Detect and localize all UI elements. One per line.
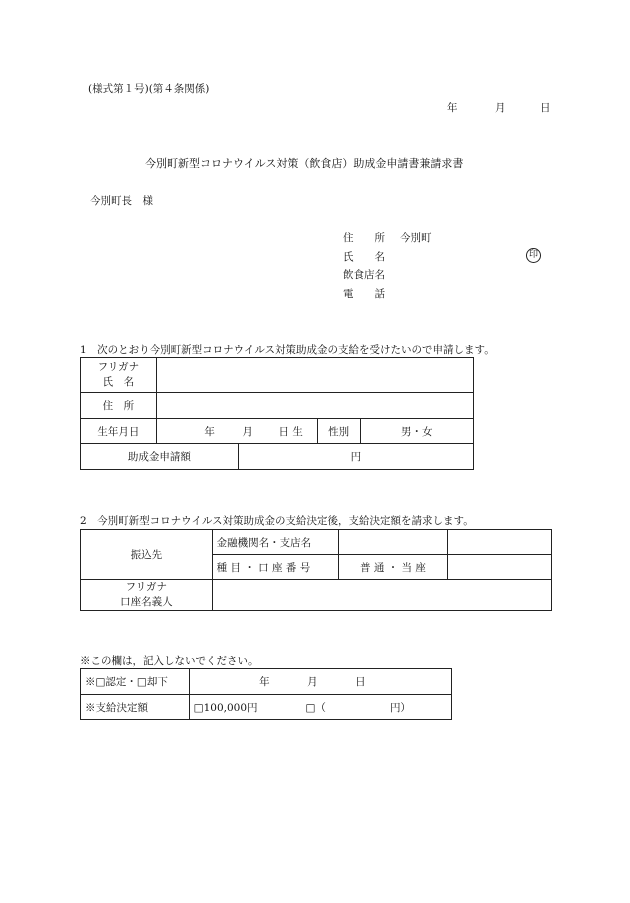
account-type-options[interactable]: 普 通 ・ 当 座	[338, 555, 448, 580]
payment-options	[189, 695, 451, 720]
birthdate-field[interactable]	[156, 419, 317, 444]
applicant-address-label: 住 所	[81, 393, 157, 419]
date-day-label: 日	[540, 102, 551, 114]
birthdate-label: 生年月日	[81, 419, 157, 444]
holder-furigana-label: フリガナ	[125, 581, 168, 593]
decision-month: 月	[307, 676, 318, 688]
office-table	[80, 668, 452, 720]
birthdate-month: 月	[242, 425, 253, 438]
section1-heading: 1 次のとおり今別町新型コロナウイルス対策助成金の支給を受けたいので申請します。	[80, 344, 495, 356]
account-holder-header	[81, 580, 213, 611]
payment-option-unit: 円）	[389, 701, 411, 714]
seal-icon: 印	[526, 248, 541, 263]
phone-label: 電 話	[343, 288, 385, 300]
gender-options[interactable]: 男・女	[360, 419, 473, 444]
account-label: 種 目 ・ 口 座 番 号	[212, 555, 338, 580]
name-header-cell	[81, 358, 157, 393]
branch-name-field[interactable]	[448, 530, 552, 555]
payment-label: ※支給決定額	[81, 695, 190, 720]
document-title: 今別町新型コロナウイルス対策（飲食店）助成金申請書兼請求書	[145, 157, 464, 170]
office-note: ※この欄は，記入しないでください。	[80, 655, 259, 667]
section2-heading: 2 今別町新型コロナウイルス対策助成金の支給決定後，支給決定額を請求します。	[80, 515, 474, 527]
amount-label: 助成金申請額	[81, 444, 239, 470]
amount-field[interactable]: 円	[238, 444, 473, 470]
holder-label: 口座名義人	[120, 596, 173, 608]
applicant-name-label: 氏 名	[102, 376, 135, 388]
address-value: 今別町	[400, 232, 432, 244]
bank-name-label: 金融機関名・支店名	[212, 530, 338, 555]
applicant-name-field[interactable]	[156, 358, 473, 393]
birthdate-year: 年	[204, 425, 215, 438]
addressee: 今別町長 様	[90, 195, 153, 207]
decision-year: 年	[259, 676, 270, 688]
decision-day: 日	[355, 676, 366, 688]
payment-option-open: □（	[305, 701, 326, 714]
furigana-label: フリガナ	[97, 361, 140, 373]
restaurant-label: 飲食店名	[343, 269, 385, 281]
birthdate-day: 日 生	[278, 425, 303, 438]
bank-table	[80, 529, 552, 611]
date-year-label: 年	[447, 102, 458, 114]
application-table	[80, 357, 474, 470]
applicant-address-field[interactable]	[156, 393, 473, 419]
address-label: 住 所	[343, 232, 385, 244]
date-month-label: 月	[495, 102, 506, 114]
bank-name-field[interactable]	[338, 530, 448, 555]
gender-label: 性別	[317, 419, 360, 444]
decision-date	[189, 669, 451, 695]
payment-option-fixed: □100,000円	[193, 701, 258, 714]
name-label: 氏 名	[343, 251, 385, 263]
transfer-label: 振込先	[81, 530, 213, 580]
account-holder-field[interactable]	[212, 580, 551, 611]
decision-label: ※□認定・□却下	[81, 669, 190, 695]
form-number: (様式第１号)(第４条関係)	[88, 83, 210, 95]
account-number-field[interactable]	[448, 555, 552, 580]
